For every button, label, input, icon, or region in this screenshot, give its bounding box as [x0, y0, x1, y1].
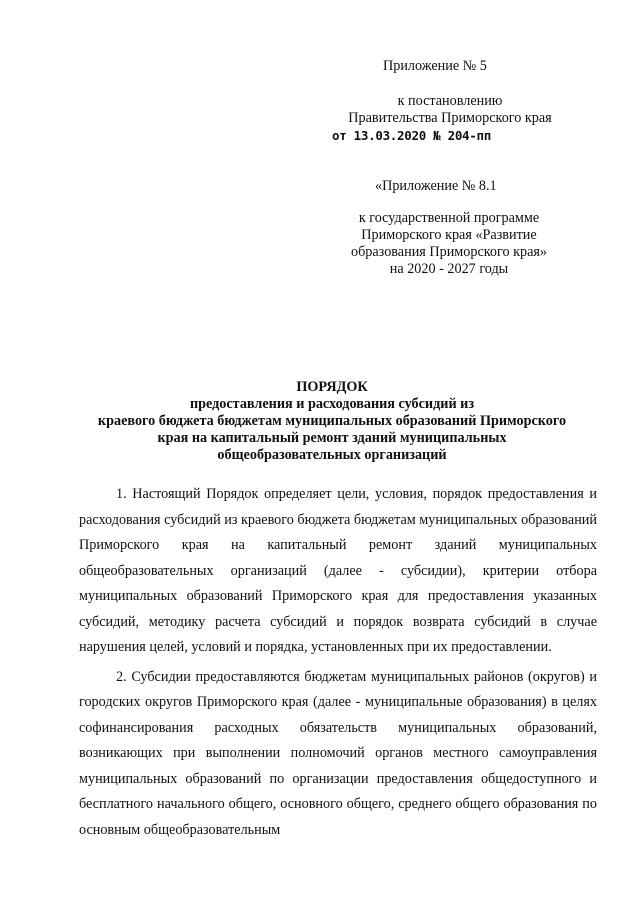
- decree-line-1: к постановлению: [397, 93, 503, 109]
- title-line-4: общеобразовательных организаций: [217, 447, 447, 463]
- program-line-2: Приморского края «Развитие: [361, 227, 537, 243]
- decree-date-stamp: от 13.03.2020 № 204-пп: [332, 128, 491, 143]
- title-line-1: предоставления и расходования субсидий из: [189, 396, 475, 412]
- decree-line-2: Правительства Приморского края: [348, 110, 552, 126]
- paragraph-1: 1. Настоящий Порядок определяет цели, условия, порядок предоставления и расходования субсидий из краевого бюджета бюджетам муниципальных образований Приморского края на капитальный ремонт зданий муниципальных общеобразовательных организаций (далее - субсидии), критерии отбора муниципальных образований Приморского края для предоставления указанных субсидий, методику расчета субсидий и порядок возврата субсидий в случае нарушения целей, условий и порядка, установленных при их предоставлении.: [79, 486, 597, 655]
- document-body: [79, 482, 597, 843]
- decree-reference: [330, 93, 570, 144]
- program-line-1: к государственной программе: [358, 210, 540, 226]
- program-line-4: на 2020 - 2027 годы: [389, 261, 509, 277]
- title-line-2: краевого бюджета бюджетам муниципальных образований Приморского: [97, 413, 567, 429]
- title-line-3: края на капитальный ремонт зданий муниципальных: [157, 430, 507, 446]
- title-heading: ПОРЯДОК: [296, 379, 368, 395]
- paragraph-2: 2. Субсидии предоставляются бюджетам муниципальных районов (округов) и городских округов Приморского края (далее - муниципальные образования) в целях софинансирования расходных обязательств муниципальных образований, возникающих при выполнении полномочий органов местного самоуправления муниципальных образований по организации предоставления общедоступного и бесплатного начального общего, основного общего, среднего общего образования по основным общеобразовательным: [79, 668, 597, 838]
- program-line-3: образования Приморского края»: [350, 244, 548, 260]
- document-title: [70, 379, 594, 464]
- appendix-reference-number: «Приложение № 8.1: [375, 178, 497, 194]
- appendix-number: Приложение № 5: [383, 58, 487, 74]
- program-reference: [318, 210, 580, 278]
